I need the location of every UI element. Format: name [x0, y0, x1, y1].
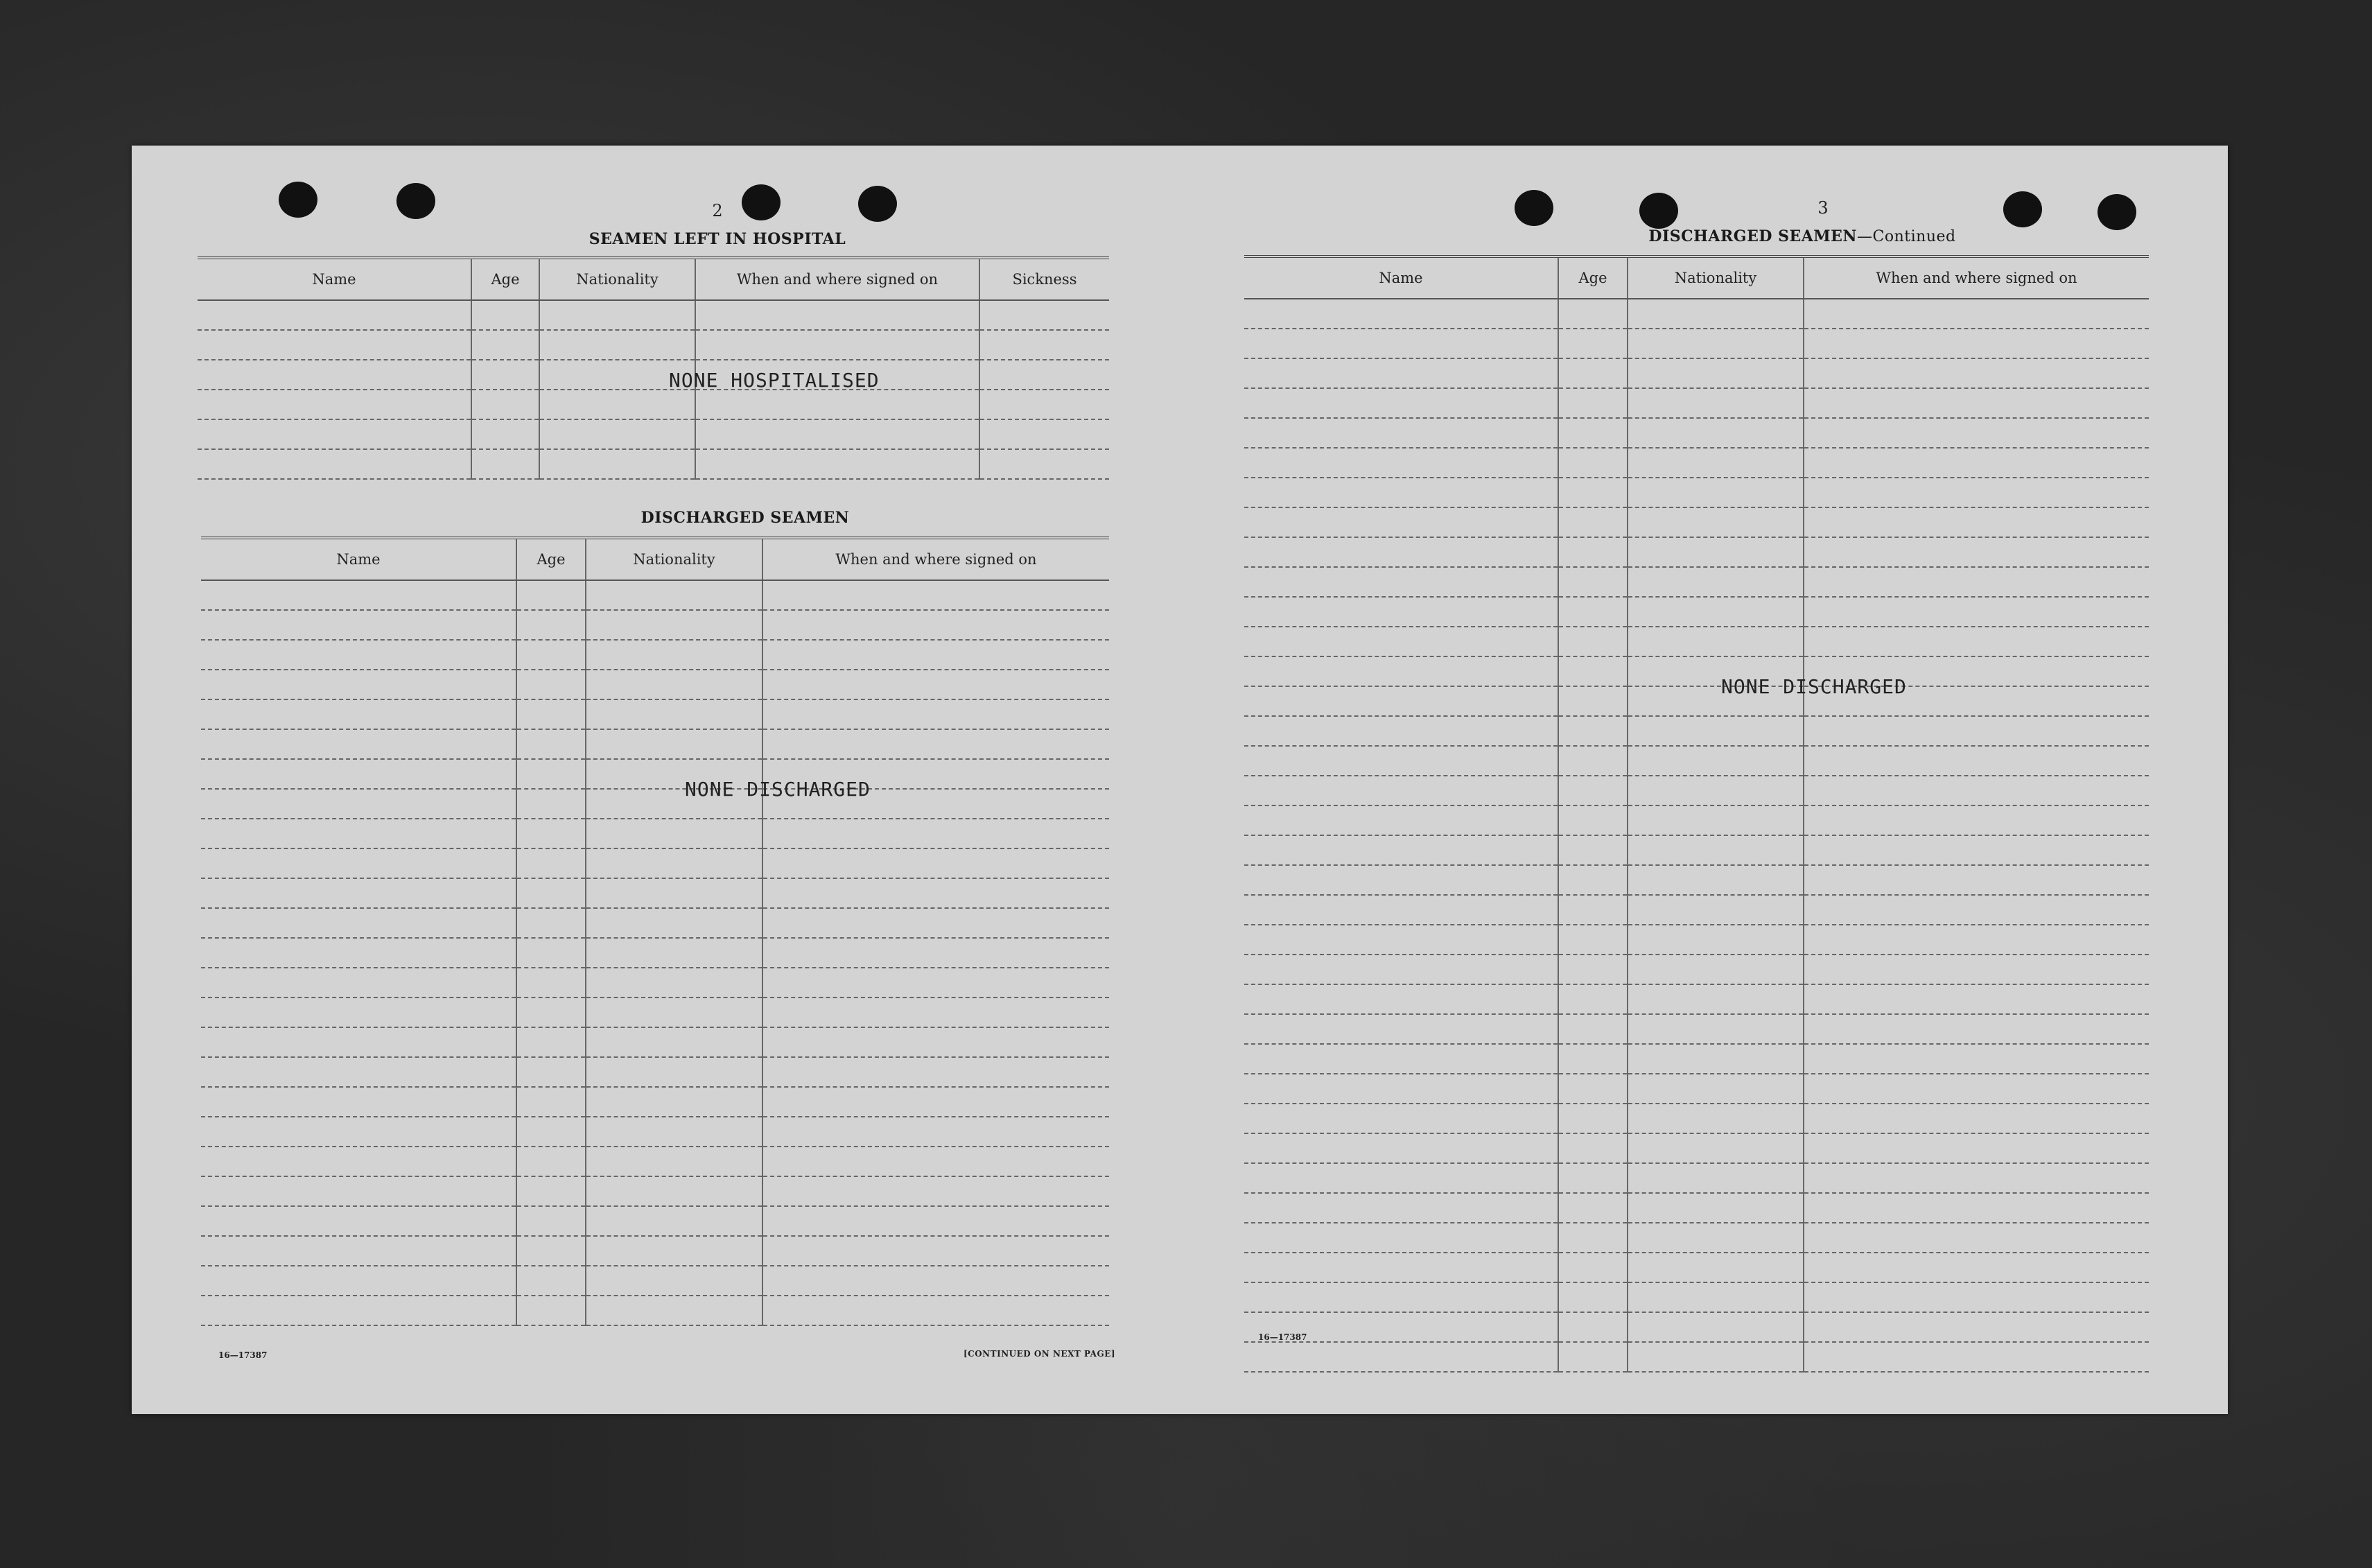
table-header-row [198, 258, 1109, 300]
form-code: 16—17387 [1258, 1332, 1307, 1342]
table-row [1244, 1193, 2149, 1223]
table-row [1244, 358, 2149, 388]
table-row [201, 1087, 1109, 1117]
table-row [1244, 716, 2149, 746]
table-row [1244, 1253, 2149, 1282]
right-page [1244, 146, 2222, 1414]
table-row [1244, 299, 2149, 329]
table-row [201, 848, 1109, 878]
table-row [1244, 776, 2149, 805]
table-row [201, 729, 1109, 759]
table-row [201, 1236, 1109, 1266]
column-header-nationality: Nationality [586, 538, 762, 580]
table-row [201, 1147, 1109, 1176]
left-page [198, 146, 1251, 1414]
discharged-title-text: DISCHARGED SEAMEN [1648, 227, 1858, 245]
table-row [1244, 418, 2149, 448]
table-row [1244, 1312, 2149, 1342]
table-row [201, 789, 1109, 819]
table-row [1244, 686, 2149, 716]
table-row [201, 1176, 1109, 1206]
table-row [1244, 1133, 2149, 1163]
table-row [1244, 1342, 2149, 1372]
form-code: 16—17387 [218, 1350, 268, 1360]
table-row [198, 390, 1109, 419]
table-row [201, 908, 1109, 938]
table-row [198, 360, 1109, 390]
table-row [201, 670, 1109, 699]
continued-note: [CONTINUED ON NEXT PAGE] [963, 1349, 1116, 1359]
table-row [1244, 448, 2149, 478]
table-row [1244, 656, 2149, 686]
hospital-table [198, 256, 1109, 480]
discharged-section-title: DISCHARGED SEAMEN [640, 509, 850, 527]
table-row [1244, 1074, 2149, 1104]
table-row [201, 878, 1109, 908]
table-row [1244, 1014, 2149, 1044]
table-row [201, 938, 1109, 968]
discharged-stamp: NONE DISCHARGED [685, 778, 871, 801]
column-header-signed-on: When and where signed on [695, 258, 979, 300]
hospital-stamp: NONE HOSPITALISED [669, 369, 880, 392]
table-row [201, 1206, 1109, 1236]
table-row [1244, 329, 2149, 358]
table-row [201, 1296, 1109, 1325]
table-header-row [201, 538, 1109, 580]
table-row [198, 449, 1109, 479]
table-row [201, 968, 1109, 998]
table-row [1244, 1163, 2149, 1193]
column-header-nationality: Nationality [539, 258, 695, 300]
hospital-section-title: SEAMEN LEFT IN HOSPITAL [588, 230, 846, 248]
discharged-table [201, 537, 1109, 1326]
table-row [1244, 597, 2149, 627]
table-row [1244, 537, 2149, 567]
table-row [1244, 925, 2149, 955]
table-row [1244, 388, 2149, 418]
table-row [1244, 955, 2149, 984]
table-row [201, 998, 1109, 1027]
table-row [201, 1057, 1109, 1087]
table-row [1244, 746, 2149, 776]
table-row [1244, 1223, 2149, 1253]
table-row [198, 419, 1109, 449]
table-row [1244, 478, 2149, 507]
ledger-sheet [132, 146, 2228, 1414]
table-row [1244, 865, 2149, 895]
discharged-continued-table [1244, 255, 2149, 1373]
column-header-nationality: Nationality [1628, 256, 1804, 299]
page-number: 2 [712, 201, 723, 220]
discharged-continued-title [1244, 227, 2360, 245]
table-row [1244, 627, 2149, 656]
table-row [1244, 567, 2149, 597]
table-row [1244, 1044, 2149, 1074]
table-row [1244, 835, 2149, 865]
table-row [201, 1266, 1109, 1296]
table-row [201, 640, 1109, 670]
column-header-name: Name [198, 258, 471, 300]
table-row [1244, 895, 2149, 925]
page-number: 3 [1817, 198, 1829, 218]
table-row [198, 330, 1109, 360]
hospital-table-body [198, 300, 1109, 479]
discharged-table-body [201, 580, 1109, 1325]
column-header-sickness: Sickness [979, 258, 1109, 300]
column-header-signed-on: When and where signed on [762, 538, 1109, 580]
column-header-name: Name [201, 538, 516, 580]
table-row [201, 1027, 1109, 1057]
table-row [198, 300, 1109, 330]
continued-suffix: —Continued [1857, 228, 1956, 245]
table-row [201, 1117, 1109, 1147]
discharged-continued-body [1244, 299, 2149, 1372]
table-row [1244, 805, 2149, 835]
table-row [201, 759, 1109, 789]
column-header-age: Age [1558, 256, 1628, 299]
column-header-signed-on: When and where signed on [1804, 256, 2149, 299]
table-row [1244, 507, 2149, 537]
table-row [201, 610, 1109, 640]
table-row [1244, 984, 2149, 1014]
table-header-row [1244, 256, 2149, 299]
discharged-continued-stamp: NONE DISCHARGED [1721, 675, 1907, 698]
table-row [1244, 1282, 2149, 1312]
table-row [1244, 1104, 2149, 1133]
column-header-age: Age [471, 258, 539, 300]
column-header-age: Age [516, 538, 586, 580]
table-row [201, 819, 1109, 848]
table-row [201, 580, 1109, 610]
table-row [201, 699, 1109, 729]
column-header-name: Name [1244, 256, 1558, 299]
